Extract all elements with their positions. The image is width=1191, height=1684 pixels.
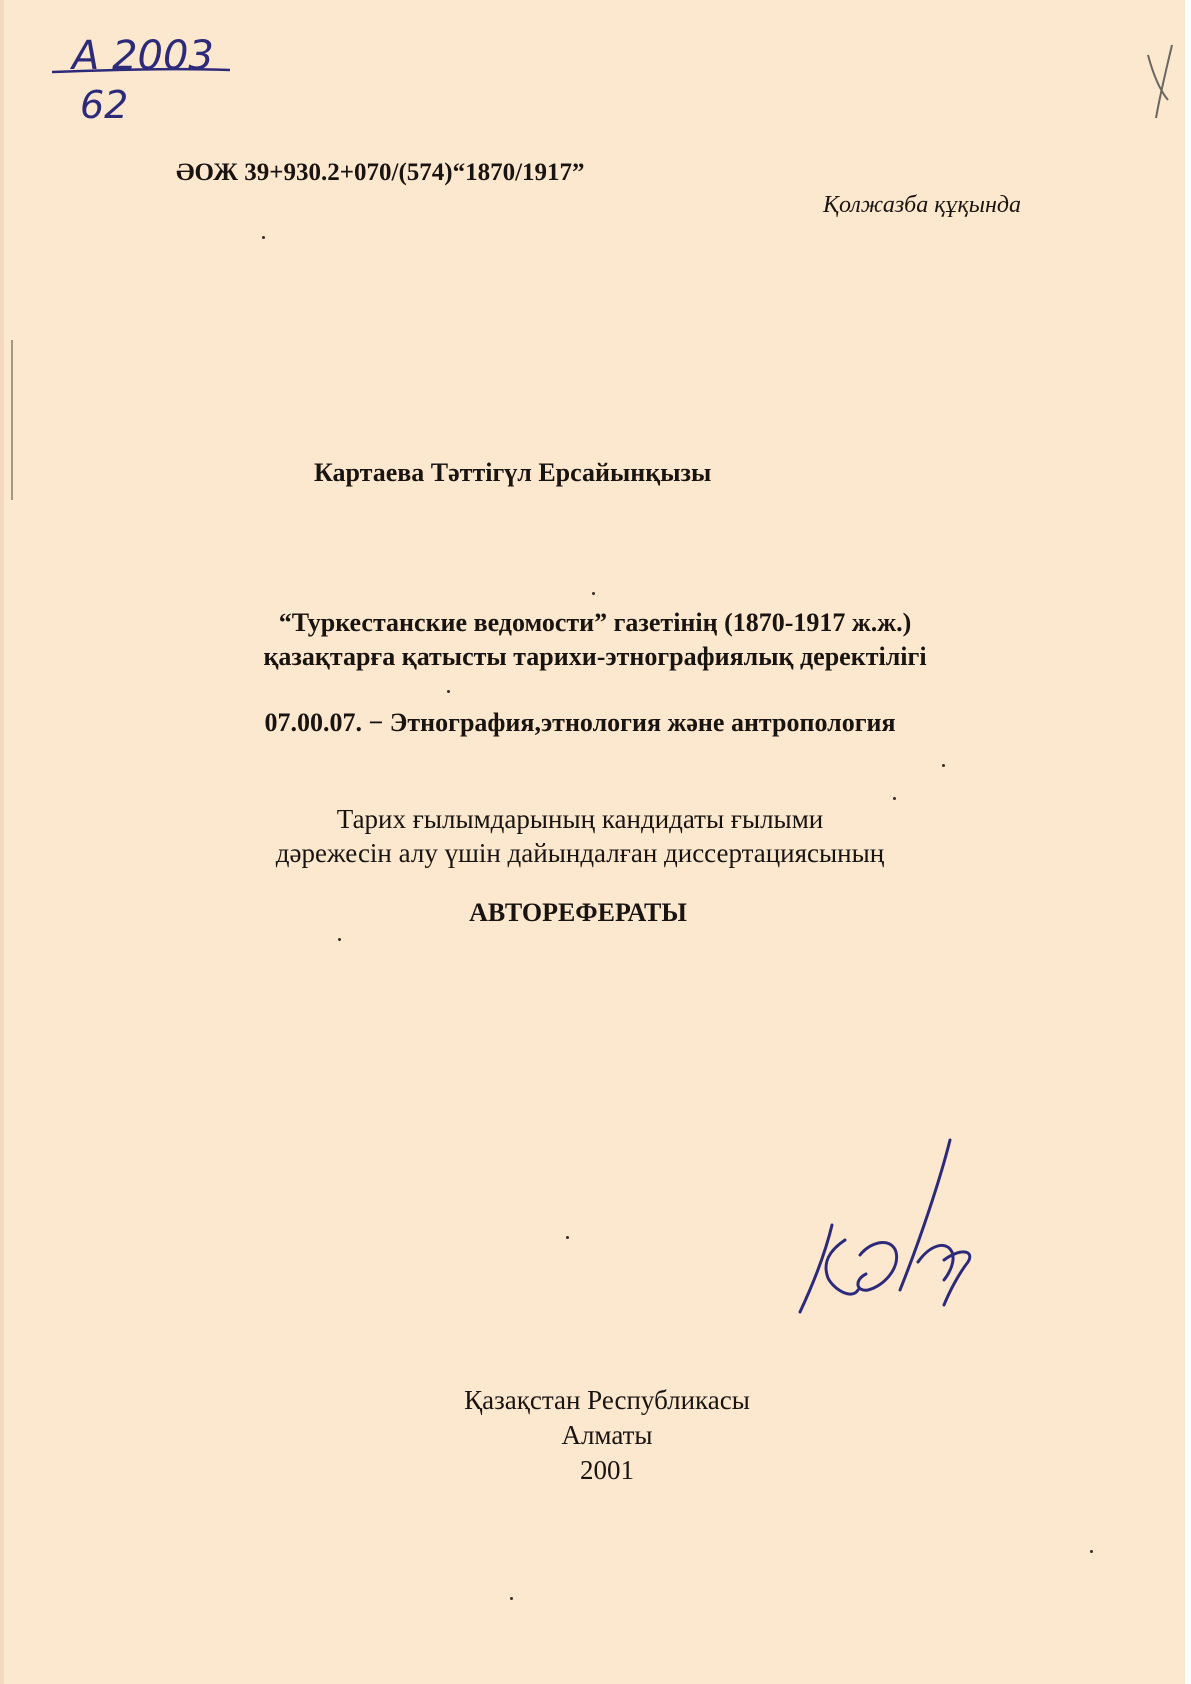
scan-speck — [1090, 1550, 1093, 1553]
scan-speck — [893, 797, 896, 800]
scan-speck — [338, 938, 341, 941]
accession-number-top: А 2003 — [72, 33, 214, 79]
author-signature — [800, 1140, 970, 1312]
manuscript-rights-note: Қолжазба құқында — [823, 192, 1021, 218]
specialty-code: 07.00.07. − Этнография,этнология және антропология — [264, 708, 896, 737]
scan-speck — [566, 1236, 569, 1239]
scan-speck — [262, 236, 265, 239]
scan-speck — [942, 764, 945, 767]
year: 2001 — [580, 1455, 634, 1485]
degree-statement-line-1: Тарих ғылымдарының кандидаты ғылыми — [336, 804, 824, 834]
degree-statement-line-2: дәрежесін алу үшін дайындалған диссертациясының — [275, 838, 885, 868]
scan-speck — [592, 592, 595, 595]
accession-underline — [52, 69, 230, 72]
thesis-title-line-1: “Туркестанские ведомости” газетінің (1870-1917 ж.ж.) — [278, 608, 912, 637]
udc-code: ӘОЖ 39+930.2+070/(574)“1870/1917” — [176, 159, 585, 186]
thesis-title-line-2: қазақтарға қатысты тарихи-этнографиялық деректілігі — [263, 642, 927, 671]
city: Алматы — [561, 1420, 653, 1450]
scan-speck — [510, 1597, 513, 1600]
document-type: АВТОРЕФЕРАТЫ — [469, 898, 687, 927]
pencil-mark-stroke-2 — [1156, 45, 1172, 118]
country: Қазақстан Республикасы — [464, 1385, 750, 1415]
author-name: Картаева Тәттігүл Ерсайынқызы — [314, 458, 712, 487]
accession-number-bottom: 62 — [80, 83, 129, 127]
scan-speck — [447, 690, 450, 693]
